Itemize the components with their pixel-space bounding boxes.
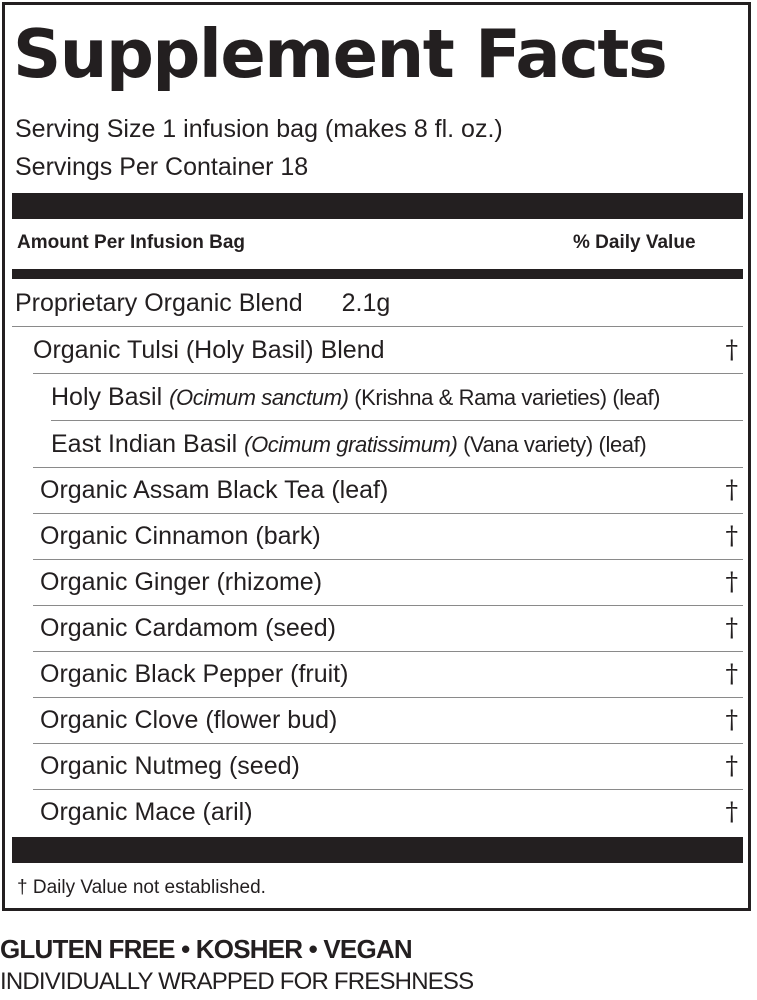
ingredient-row [40, 789, 743, 835]
dagger-symbol: † [725, 797, 738, 826]
blend-row [15, 280, 743, 326]
east-indian-basil-row [51, 421, 743, 467]
component-detail: (Krishna & Rama varieties) (leaf) [348, 385, 661, 410]
ingredient-name: Organic Clove (flower bud) [40, 706, 338, 734]
latin-name: (Ocimum gratissimum) [244, 432, 458, 457]
serving-size: Serving Size 1 infusion bag (makes 8 fl. oz.) [15, 115, 503, 143]
dagger-symbol: † [725, 705, 738, 734]
ingredient-row [40, 697, 743, 743]
ingredient-row [40, 467, 743, 513]
dagger-symbol: † [725, 475, 738, 504]
ingredient-name: Organic Cinnamon (bark) [40, 522, 321, 550]
blend-amount: 2.1g [341, 289, 391, 317]
dagger-symbol: † [725, 659, 738, 688]
packaging-claim: INDIVIDUALLY WRAPPED FOR FRESHNESS [0, 968, 474, 995]
tulsi-blend-row [33, 327, 743, 373]
ingredient-name: Organic Mace (aril) [40, 798, 253, 826]
ingredient-row [40, 605, 743, 651]
daily-value-header: % Daily Value [573, 232, 696, 253]
ingredient-name: Organic Ginger (rhizome) [40, 568, 323, 596]
thick-divider-bar [12, 837, 743, 863]
component-detail: (Vana variety) (leaf) [457, 432, 647, 457]
ingredient-name: Organic Nutmeg (seed) [40, 752, 300, 780]
servings-per-container: Servings Per Container 18 [15, 153, 309, 181]
dagger-symbol: † [725, 613, 738, 642]
dagger-symbol: † [725, 335, 738, 364]
holy-basil-row [51, 374, 743, 420]
latin-name: (Ocimum sanctum) [169, 385, 349, 410]
label-title: Supplement Facts [13, 15, 667, 93]
ingredient-name: Organic Black Pepper (fruit) [40, 660, 349, 688]
blend-name: Proprietary Organic Blend [15, 289, 303, 317]
ingredient-name: Organic Assam Black Tea (leaf) [40, 476, 389, 504]
ingredient-row [40, 513, 743, 559]
amount-per-header: Amount Per Infusion Bag [17, 232, 245, 253]
tulsi-blend-name: Organic Tulsi (Holy Basil) Blend [33, 336, 385, 364]
dagger-symbol: † [725, 751, 738, 780]
dagger-symbol: † [725, 567, 738, 596]
ingredient-row [40, 651, 743, 697]
footnote: † Daily Value not established. [17, 877, 266, 898]
component-name: East Indian Basil [51, 430, 245, 458]
component-name: Holy Basil [51, 383, 170, 411]
ingredient-name: Organic Cardamom (seed) [40, 614, 336, 642]
thick-divider-bar [12, 193, 743, 219]
ingredient-row [40, 743, 743, 789]
dietary-claims: GLUTEN FREE • KOSHER • VEGAN [0, 934, 412, 964]
ingredient-row [40, 559, 743, 605]
dagger-symbol: † [725, 521, 738, 550]
medium-divider-bar [12, 269, 743, 279]
